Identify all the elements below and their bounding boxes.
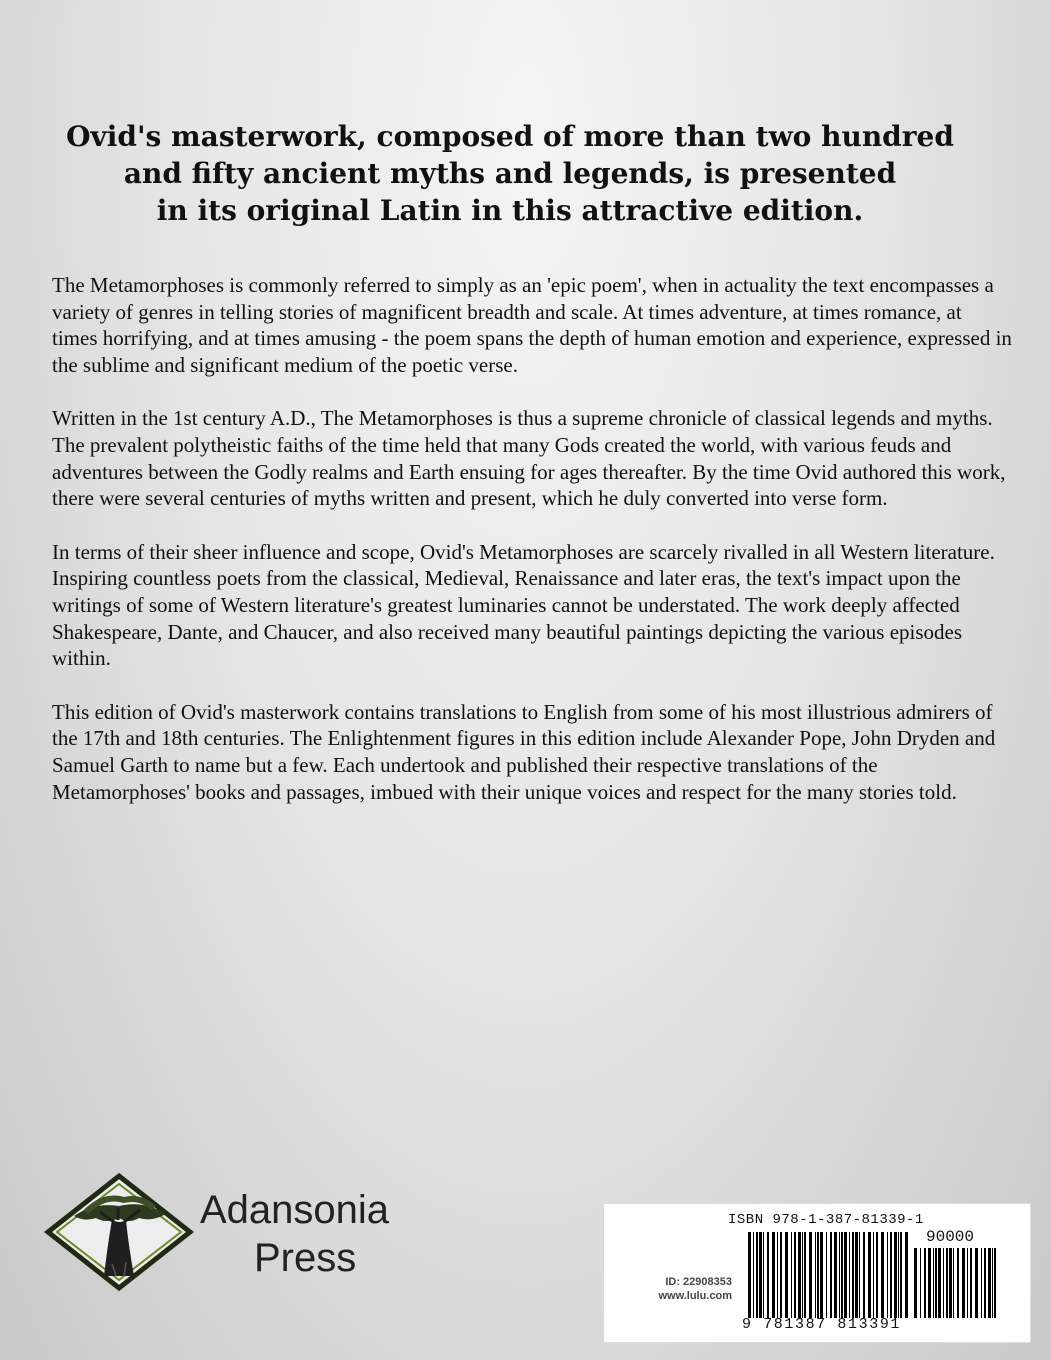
paragraph: In terms of their sheer influence and scope, Ovid's Metamorphoses are scarcely rivalled in all Western literature. Inspiring countless poets from the classical, Medieval, Renaissance and later eras, the text's impact upon the writings of some of Western literature's greatest luminaries cannot be understated. The work deeply affected Shakespeare, Dante, and Chaucer, and also received many beautiful paintings depicting the various episodes within. [52,539,995,671]
barcode-bar [859,1232,860,1318]
barcode-bar [957,1248,959,1318]
barcode-bar [898,1232,899,1318]
barcode-bar [794,1232,796,1318]
barcode-bar [876,1232,878,1318]
lulu-id-number: ID: 22908353 [665,1276,732,1288]
barcode-bar [981,1248,982,1318]
barcode-bar [780,1232,782,1318]
publisher-line-2: Press [254,1236,357,1280]
barcode-bar [868,1232,871,1318]
barcode-bar [849,1232,850,1318]
barcode-bar [953,1248,954,1318]
barcode-bar [852,1232,854,1318]
barcode-bar [943,1248,944,1318]
barcode-bar [949,1248,952,1318]
tagline [60,118,960,229]
addon-barcode [914,1248,998,1318]
barcode-bar [809,1232,812,1318]
barcode-bar [914,1248,917,1318]
publisher-line-1: Adansonia [200,1188,390,1232]
barcode-bar [873,1232,874,1318]
barcode-bar [863,1232,865,1318]
barcode-bar [988,1248,991,1318]
lulu-id [622,1275,732,1303]
barcode-bar [933,1248,934,1318]
barcode-bar [753,1232,754,1318]
barcode-bar [928,1248,931,1318]
barcode-bar [777,1232,778,1318]
tagline-line: in its original Latin in this attractive edition. [156,194,864,227]
barcode-bar [834,1232,837,1318]
barcode-bar [946,1248,948,1318]
barcode-bar [844,1232,847,1318]
barcode-bar [935,1248,937,1318]
barcode-bar [890,1232,892,1318]
barcode-bar [763,1232,764,1318]
barcode-bar [802,1232,803,1318]
barcode-bar [817,1232,819,1318]
barcode-bar [772,1232,775,1318]
barcode-bar [894,1232,897,1318]
barcode-bar [984,1248,986,1318]
barcode-bar [839,1232,840,1318]
barcode-box [603,1203,1031,1343]
publisher-name [200,1186,389,1282]
barcode-bar [841,1232,843,1318]
barcode-bar [881,1232,884,1318]
barcode-bar [759,1232,762,1318]
barcode-bar [992,1248,993,1318]
barcode-bar [791,1232,792,1318]
baobab-tree-icon [44,1172,194,1292]
barcode-bar [804,1232,806,1318]
barcode-bar [924,1248,926,1318]
tagline-line: and fifty ancient myths and legends, is presented [123,157,897,190]
barcode-bar [975,1248,978,1318]
barcode-bar [798,1232,801,1318]
tagline-line: Ovid's masterwork, composed of more than two hundred [66,120,954,153]
paragraph: Written in the 1st century A.D., The Metamorphoses is thus a supreme chronicle of classical legends and myths. The prevalent polytheistic faiths of the time held that many Gods created the world, with various feuds and adventures between the Godly realms and Earth ensuing for ages thereafter. By the time Ovid authored this work, there were several centuries of myths written and present, which he duly converted into verse form. [52,406,1006,511]
barcode-bar [970,1248,972,1318]
barcode-bar [962,1248,965,1318]
price-code: 90000 [926,1228,975,1246]
barcode-bar [826,1232,827,1318]
barcode-bar [938,1248,941,1318]
lulu-url: www.lulu.com [658,1290,732,1302]
paragraph: The Metamorphoses is commonly referred to simply as an 'epic poem', when in actuality the text encompasses a variety of genres in telling stories of magnificent breadth and scale. At times adventure, at times romance, at times horrifying, and at times amusing - the poem spans the depth of human emotion and experience, expressed in the sublime and significant medium of the poetic verse. [52,273,1012,377]
barcode-bar [920,1248,921,1318]
barcode-bar [785,1232,788,1318]
barcode-bar [756,1232,758,1318]
ean-barcode [748,1232,908,1318]
barcode-bar [900,1232,902,1318]
ean-digits: 9 781387 813391 [742,1316,902,1333]
barcode-bar [748,1232,751,1318]
paragraph: This edition of Ovid's masterwork contains translations to English from some of his most illustrious admirers of the 17th and 18th centuries. The Enlightenment figures in this edition include Alexander Pope, John Dryden and Samuel Garth to name but a few. Each undertook and published their respective translations of the Metamorphoses' books and passages, imbued with their unique voices and respect for the many stories told. [52,699,996,804]
barcode-bar [855,1232,858,1318]
isbn-text: ISBN 978-1-387-81339-1 [728,1212,924,1228]
description [52,272,1012,832]
barcode-bar [767,1232,769,1318]
barcode-bar [994,1248,996,1318]
barcode-bar [905,1232,908,1318]
barcode-bar [820,1232,823,1318]
barcode-bar [815,1232,816,1318]
barcode-bar [830,1232,832,1318]
barcode-bar [967,1248,968,1318]
barcode-bar [887,1232,888,1318]
